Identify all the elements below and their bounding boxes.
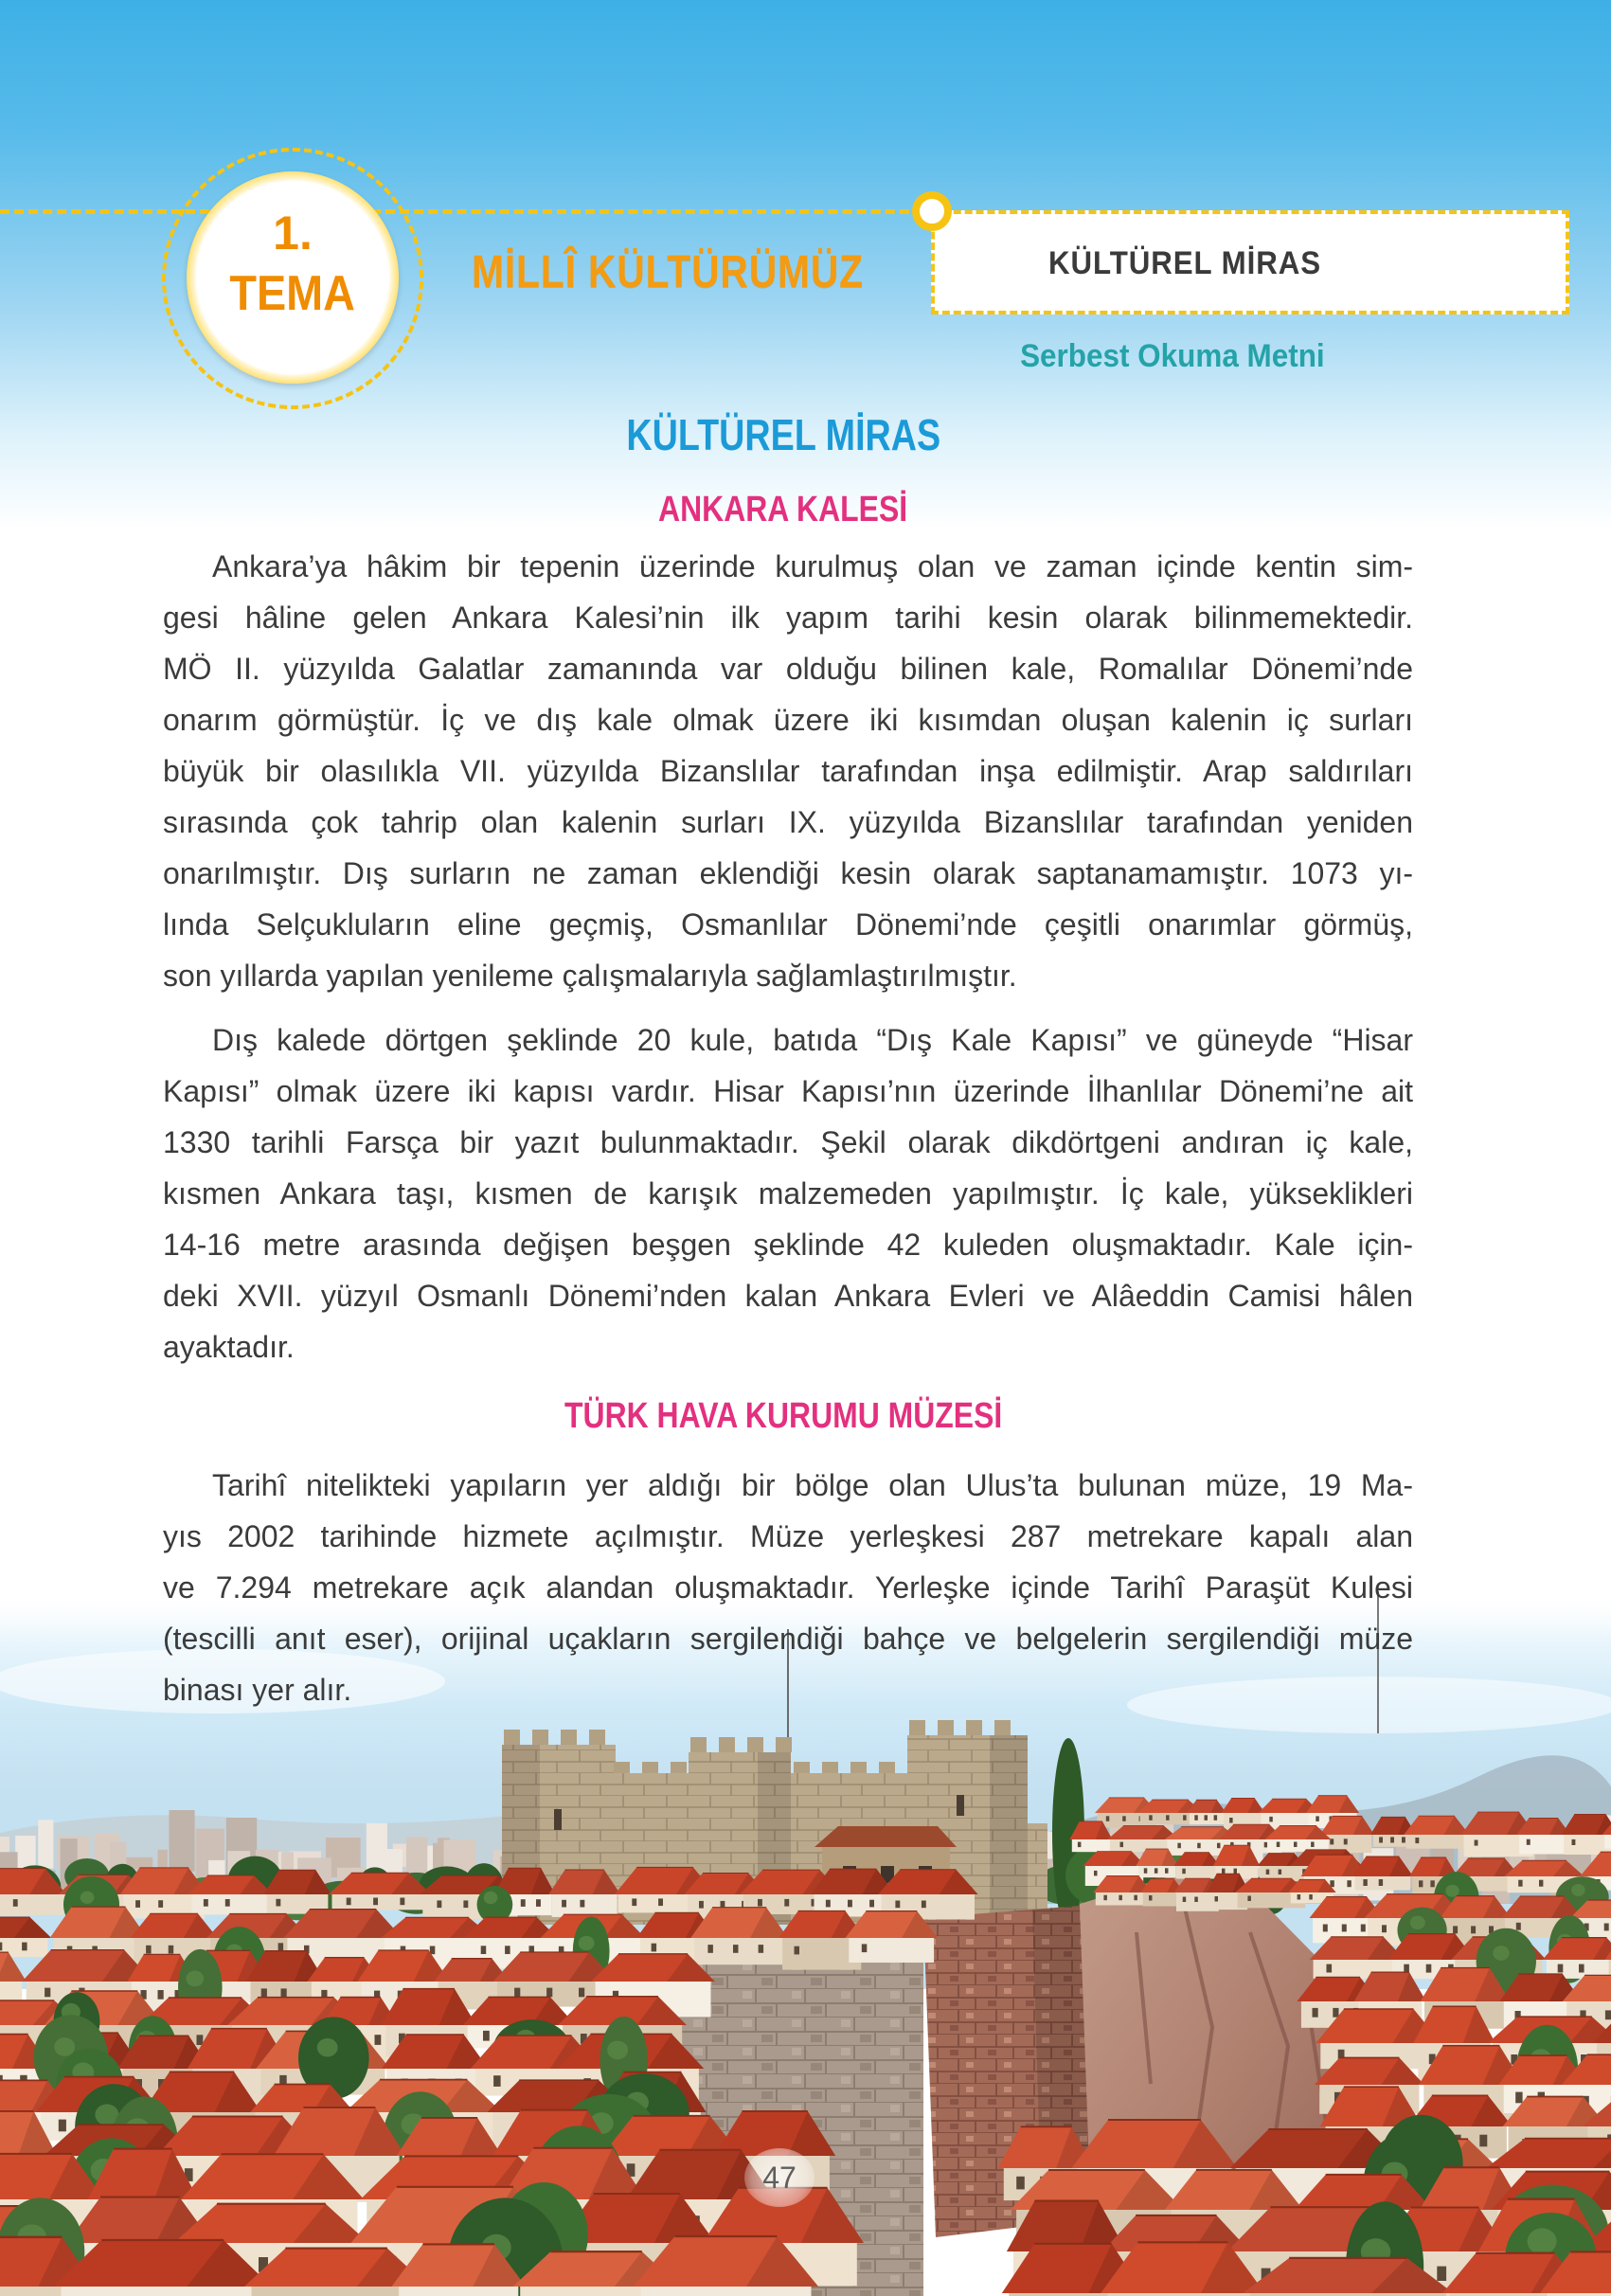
crenel <box>966 1720 982 1735</box>
distant-building <box>170 1810 195 1872</box>
crenel <box>909 1720 925 1735</box>
text-line: binası yer alır. <box>163 1673 352 1707</box>
text-type-label: Serbest Okuma Metni <box>1020 338 1325 374</box>
text-line: 1330 tarihli Farsça bir yazıt bulunmaktadır. Şekil olarak dikdörtgeni andıran iç kale, <box>163 1125 1413 1159</box>
text-line: Dış kalede dörtgen şeklinde 20 kule, batıda “Dış Kale Kapısı” ve güneyde “Hisar <box>212 1023 1413 1057</box>
page-title-text: KÜLTÜREL MİRAS <box>626 410 940 459</box>
theme-label <box>198 267 387 320</box>
text-line: kısmen Ankara taşı, kısmen de karışık malzemeden yapılmıştır. İç kale, yükseklikleri <box>163 1176 1413 1211</box>
castle-building-roof <box>814 1826 957 1847</box>
paragraph <box>163 1460 1413 1715</box>
theme-title: MİLLÎ KÜLTÜRÜMÜZ <box>472 247 864 297</box>
text-line: sırasında çok tahrip olan kalenin surları IX. yüzyılda Bizanslılar tarafından yeniden <box>163 805 1413 839</box>
crenel <box>642 1762 658 1773</box>
text-line: Kapısı” olmak üzere iki kapısı vardır. Hisar Kapısı’nın üzerinde İlhanlılar Dönemi’ne ait <box>163 1074 1413 1108</box>
section-heading-text: TÜRK HAVA KURUMU MÜZESİ <box>564 1396 1003 1436</box>
castle-window <box>957 1795 964 1816</box>
text-line: büyük bir olasılıkla VII. yüzyılda Bizanslılar tarafından inşa edilmiştir. Arap saldırıları <box>163 754 1413 788</box>
crenel <box>879 1762 895 1773</box>
distant-building <box>38 1820 53 1868</box>
crenel <box>822 1762 838 1773</box>
crenel <box>719 1737 735 1752</box>
theme-label-text: TEMA <box>229 266 356 321</box>
crenel <box>614 1762 630 1773</box>
crenel <box>589 1730 605 1745</box>
text-line: son yıllarda yapılan yenileme çalışmalarıyla sağlamlaştırılmıştır. <box>163 959 1017 993</box>
text-line: ayaktadır. <box>163 1330 295 1364</box>
paragraph <box>163 1014 1413 1372</box>
text-line: ve 7.294 metrekare açık alandan oluşmaktadır. Yerleşke içinde Tarihî Paraşüt Kulesi <box>163 1570 1413 1605</box>
text-line: Ankara’ya hâkim bir tepenin üzerinde kurulmuş olan ve zaman içinde kentin sim- <box>212 549 1413 583</box>
page-title <box>163 409 1404 460</box>
section-heading <box>163 1390 1404 1442</box>
crenel <box>747 1737 763 1752</box>
crenel <box>690 1737 707 1752</box>
crenel <box>776 1737 792 1752</box>
crenel <box>504 1730 520 1745</box>
text-line: MÖ II. yüzyılda Galatlar zamanında var olduğu bilinen kale, Romalılar Dönemi’nde <box>163 652 1413 686</box>
text-line: (tescilli anıt eser), orijinal uçakların sergilendiği bahçe ve belgelerin sergilendiği müze <box>163 1622 1413 1656</box>
paragraph <box>163 541 1413 1001</box>
crenel <box>671 1762 687 1773</box>
text-line: onarım görmüştür. İç ve dış kale olmak üzere iki kısımdan oluşan kalenin iç surları <box>163 703 1413 737</box>
crenel <box>850 1762 867 1773</box>
section-box-title: KÜLTÜREL MİRAS <box>1048 245 1322 281</box>
text-line: onarılmıştır. Dış surların ne zaman eklendiği kesin olarak saptanamamıştır. 1073 yı- <box>163 856 1413 890</box>
crenel <box>532 1730 548 1745</box>
text-line: Tarihî nitelikteki yapıların yer aldığı bir bölge olan Ulus’ta bulunan müze, 19 Ma- <box>212 1468 1413 1502</box>
crenel <box>794 1762 810 1773</box>
text-line: yıs 2002 tarihinde hizmete açılmıştır. Müze yerleşkesi 287 metrekare kapalı alan <box>163 1519 1413 1553</box>
section-heading <box>163 484 1404 535</box>
tower-shade <box>990 1735 1028 1925</box>
castle-window <box>554 1809 562 1830</box>
header-dashed-line <box>0 209 938 214</box>
text-line: deki XVII. yüzyıl Osmanlı Dönemi’nden kalan Ankara Evleri ve Alâeddin Camisi hâlen <box>163 1279 1413 1313</box>
crenel <box>561 1730 577 1745</box>
theme-number: 1. <box>273 206 313 260</box>
text-line: gesi hâline gelen Ankara Kalesi’nin ilk yapım tarihi kesin olarak bilinmemektedir. <box>163 601 1413 635</box>
section-heading-text: ANKARA KALESİ <box>658 490 908 529</box>
text-line: 14-16 metre arasında değişen beşgen şeklinde 42 kuleden oluşmaktadır. Kale için- <box>163 1228 1413 1262</box>
pin-icon <box>912 191 952 231</box>
crenel <box>994 1720 1011 1735</box>
text-line: lında Selçukluların eline geçmiş, Osmanlılar Dönemi’nde çeşitli onarımlar görmüş, <box>163 907 1413 942</box>
page-number: 47 <box>744 2148 814 2207</box>
crenel <box>938 1720 954 1735</box>
